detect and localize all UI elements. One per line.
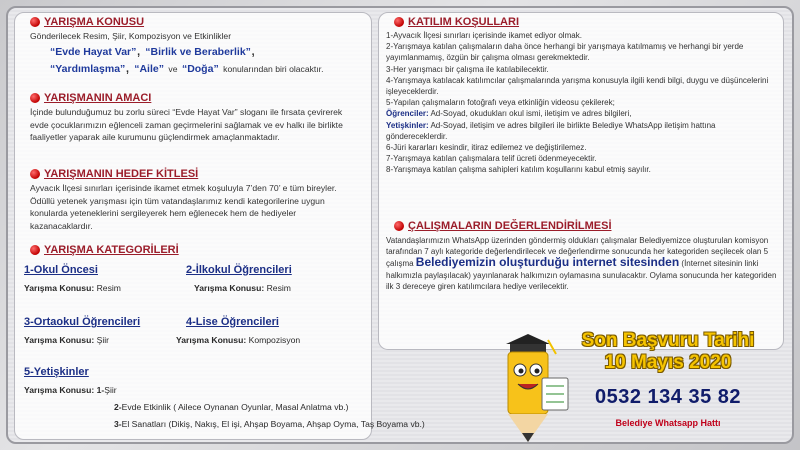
konu-topics: “Evde Hayat Var”, “Birlik ve Beraberlik”, “Yardımlaşma”, “Aile” ve “Doğa” konularından biri olacaktır. (50, 41, 324, 76)
deadline-date: 10 Mayıs 2020 (604, 352, 732, 373)
katilim-item: 4-Yarışmaya katılacak katılımcılar çalışmalarında yarışma konusuyla ilgili kendi bilgi, duygu ve düşüncelerini işleyeceklerdir. (386, 75, 769, 97)
calisma-word: çalışma (386, 259, 414, 269)
konu-line: Gönderilecek Resim, Şiir, Kompozisyon ve Etkinlikler (30, 31, 232, 41)
red-bullet-icon (30, 169, 40, 179)
deadline-label: Son Başvuru Tarihi (581, 330, 755, 351)
category-1-konu: Yarışma Konusu: Resim (24, 283, 121, 293)
section-kategoriler (30, 244, 376, 256)
category-4-konu: Yarışma Konusu: Kompozisyon (176, 335, 301, 345)
section-title: YARIŞMANIN HEDEF KİTLESİ (44, 168, 199, 180)
katilim-item: 3-Her yarışmacı bir çalışma ile katılabilecektir. (386, 64, 549, 74)
topic-3: “Yardımlaşma” (50, 62, 126, 75)
degerlendirme-text-2: (İnternet sitesinin linki halkımızla paylaşılacak) yayınlanarak halkımızın oylamasına sunulacaktır. Oylama sonucunda her kategoriden ilk 3 dereceye giren katılımcılara hediye verilecektir. (386, 259, 777, 291)
katilim-item: 8-Yarışmaya katılan çalışma sahipleri katılım koşullarını kabul etmiş sayılır. (386, 165, 651, 175)
section-title: KATILIM KOŞULLARI (408, 16, 520, 28)
ve-word: ve (168, 63, 178, 74)
category-5-title: 5-Yetişkinler (24, 366, 89, 378)
katilim-item: 1-Ayvacık İlçesi sınırları içerisinde ikamet ediyor olmak. (386, 31, 582, 40)
katilim-ogrenciler: Öğrenciler: Ad-Soyad, okudukları okul ismi, iletişim ve adres bilgileri, (386, 109, 632, 119)
deadline-box (568, 330, 768, 374)
category-2-konu: Yarışma Konusu: Resim (194, 283, 291, 293)
topic-5: “Doğa” (181, 62, 219, 75)
section-title: YARIŞMANIN AMACI (44, 92, 152, 104)
katilim-item: 5-Yapılan çalışmaların fotoğrafı veya etkinliğin videosu çekilerek; (386, 98, 615, 108)
section-title: YARIŞMA KATEGORİLERİ (44, 244, 179, 256)
phone-number: 0532 134 35 82 (594, 386, 742, 408)
section-katilim (386, 16, 778, 176)
category-1-title: 1-Okul Öncesi (24, 264, 98, 276)
red-bullet-icon (394, 221, 404, 231)
pencil-mascot-icon (480, 326, 576, 450)
category-3-title: 3-Ortaokul Öğrencileri (24, 316, 141, 328)
whatsapp-label: Belediye Whatsapp Hattı (615, 418, 721, 428)
category-2-title: 2-İlkokul Öğrencileri (186, 264, 292, 276)
category-5-konu-1: Yarışma Konusu: 1-Şiir (24, 385, 117, 395)
website-highlight: Belediyemizin oluşturduğu internet sitesinden (415, 255, 680, 270)
category-4-title: 4-Lise Öğrencileri (186, 316, 279, 328)
konu-suffix: konularından biri olacaktır. (223, 63, 324, 74)
section-title: YARIŞMA KONUSU (44, 16, 145, 28)
hedef-text: Ayvacık İlçesi sınırları içerisinde ikamet etmek koşuluyla 7’den 70’ e tüm bireyler. Ödüllü yetenek yarışması için tüm vatandaşlarımız kendi kategorilerine uygun konularda yeteneklerini sergileyerek hem eğlenecek hem de hediyeler kazanacaklardır. (30, 183, 337, 231)
katilim-item: 2-Yarışmaya katılan çalışmaların daha önce herhangi bir yarışmaya katılmamış ve herhangi bir yerde yayımlanmamış, özgün bir çalışma olması gerekmektedir. (386, 42, 744, 63)
section-title: ÇALIŞMALARIN DEĞERLENDİRİLMESİ (408, 220, 612, 232)
topic-2: “Birlik ve Beraberlik” (145, 45, 251, 58)
section-hedef (30, 168, 376, 232)
topic-1: “Evde Hayat Var” (50, 45, 137, 58)
red-bullet-icon (30, 245, 40, 255)
degerlendirme-text-1: Vatandaşlarımızın WhatsApp üzerinden göndermiş oldukları çalışmalar Belediyemizce oluşturulan komisyon tarafından 7 aylı kategoride değerlendirilecek ve değerlendirme sonucunda her kategoriden seçilecek olan 5 (386, 236, 769, 257)
section-amac (30, 92, 376, 144)
amac-text: İçinde bulunduğumuz bu zorlu süreci “Evde Hayat Var” sloganı ile fırsata çevirerek evde çocuklarımızın eğlenceli zaman geçirmelerini sağlamak ve ev halkı ile birlikte faaliyetler yaparak aile kurumunu güçlendirmek amaçlanmaktadır. (30, 107, 343, 143)
red-bullet-icon (30, 93, 40, 103)
category-3-konu: Yarışma Konusu: Şiir (24, 335, 110, 345)
section-degerlendirme (386, 220, 778, 292)
katilim-yetiskinler: Yetişkinler: Ad-Soyad, iletişim ve adres bilgileri ile birlikte Belediye WhatsApp iletişim hattına göndereceklerdir. (386, 120, 716, 141)
red-bullet-icon (394, 17, 404, 27)
red-bullet-icon (30, 17, 40, 27)
section-konu (30, 16, 376, 77)
katilim-item: 7-Yarışmaya katılan çalışmalara telif ücreti ödenmeyecektir. (386, 154, 597, 164)
topic-4: “Aile” (134, 62, 164, 75)
category-5-konu-3: 3-El Sanatları (Dikiş, Nakış, El işi, Ahşap Boyama, Ahşap Oyma, Taş Boyama vb.) (114, 419, 425, 429)
katilim-item: 6-Jüri kararları kesindir, itiraz edilemez ve değiştirilemez. (386, 143, 587, 153)
category-5-konu-2: 2-Evde Etkinlik ( Ailece Oynanan Oyunlar, Masal Anlatma vb.) (114, 402, 349, 412)
